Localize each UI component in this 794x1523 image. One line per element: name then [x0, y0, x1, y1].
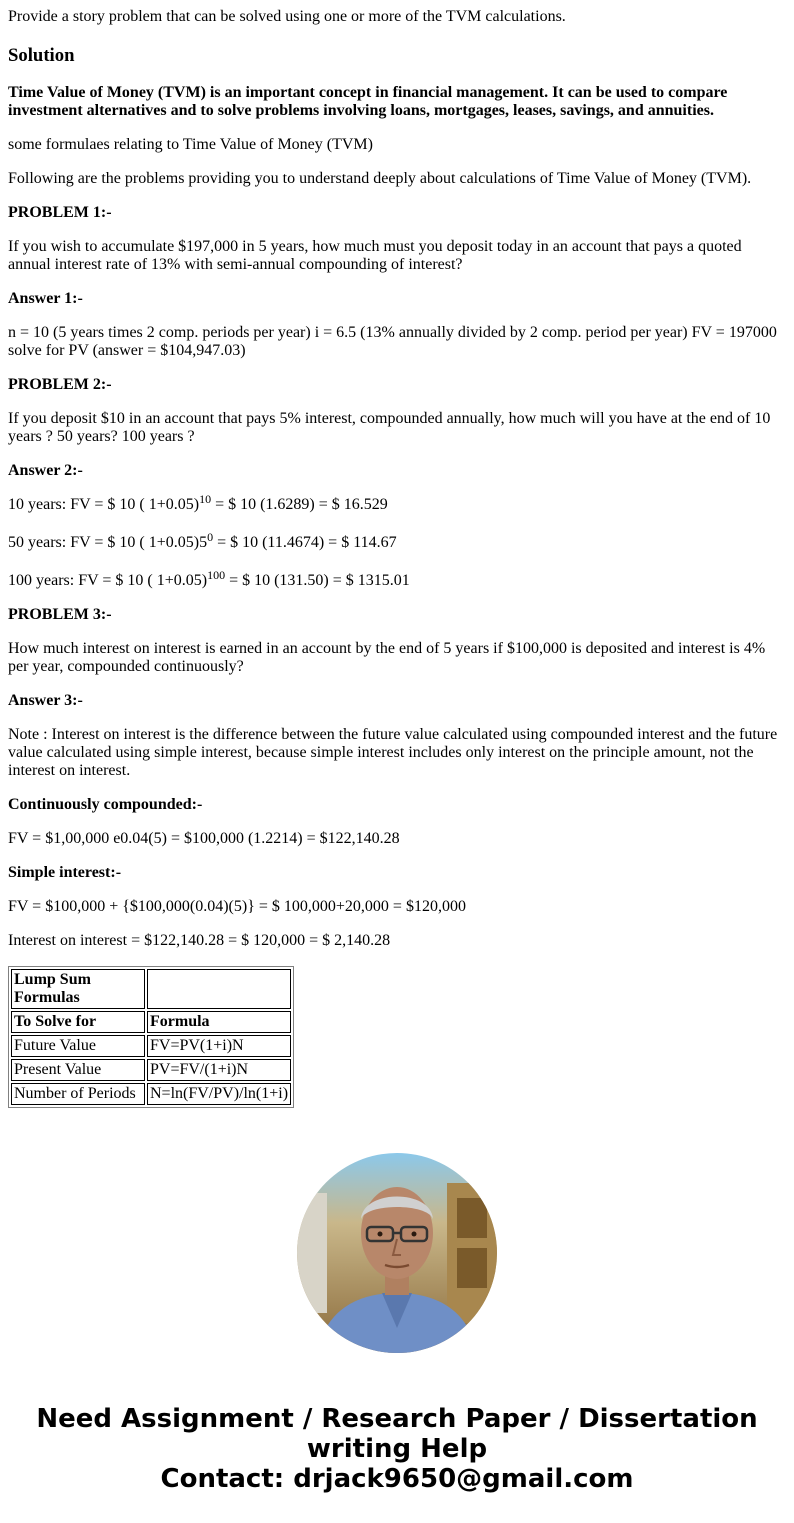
- formula-result: = $ 10 (1.6289) = $ 16.529: [211, 496, 388, 513]
- problem3-text: How much interest on interest is earned in an account by the end of 5 years if $100,000 is deposited and interest is 4% per year, compounded continuously?: [8, 640, 766, 675]
- table-row: [11, 969, 291, 1009]
- continuous-title: Continuously compounded:-: [8, 796, 203, 813]
- simple-text: FV = $100,000 + {$100,000(0.04)(5)} = $ 100,000+20,000 = $120,000: [8, 898, 466, 915]
- following-text: Following are the problems providing you to understand deeply about calculations of Time Value of Money (TVM).: [8, 170, 752, 187]
- table-cell: Number of Periods: [11, 1083, 145, 1105]
- promo-banner: [0, 1404, 794, 1494]
- table-cell: FV=PV(1+i)N: [147, 1035, 291, 1057]
- exponent: 100: [207, 568, 226, 582]
- problem3-title: PROBLEM 3:-: [8, 606, 112, 623]
- answer3-note: Note : Interest on interest is the difference between the future value calculated using compounded interest and the future value calculated using simple interest, because simple interest includes only interest on the principle amount, not the interest on interest.: [8, 726, 778, 779]
- lump-sum-formulas-table: [8, 966, 294, 1108]
- intro-paragraph: Time Value of Money (TVM) is an important concept in financial management. It can be used to compare investment alternatives and to solve problems involving loans, mortgages, leases, savings, and annuities.: [8, 84, 728, 119]
- exponent: 0: [207, 530, 214, 544]
- formula-result: = $ 10 (11.4674) = $ 114.67: [213, 534, 397, 551]
- table-header-cell: To Solve for: [11, 1011, 145, 1033]
- promo-contact: Contact: drjack9650@gmail.com: [160, 1464, 634, 1494]
- answer2-line-100-years: [8, 568, 782, 590]
- answer2-line-50-years: [8, 530, 782, 552]
- table-header-cell: Formula: [147, 1011, 291, 1033]
- table-row: [11, 1083, 291, 1105]
- formula-text: 100 years: FV = $ 10 ( 1+0.05): [8, 572, 208, 589]
- formulas-note: some formulaes relating to Time Value of Money (TVM): [8, 136, 373, 153]
- problem2-text: If you deposit $10 in an account that pays 5% interest, compounded annually, how much will you have at the end of 10 years ? 50 years? 100 years ?: [8, 410, 771, 445]
- answer3-title: Answer 3:-: [8, 692, 83, 709]
- promo-line: Need Assignment / Research Paper / Dissertation: [36, 1404, 758, 1434]
- table-title-cell: Lump Sum Formulas: [11, 969, 145, 1009]
- answer1-title: Answer 1:-: [8, 290, 83, 307]
- formula-text: 50 years: FV = $ 10 ( 1+0.05)5: [8, 534, 208, 551]
- problem2-title: PROBLEM 2:-: [8, 376, 112, 393]
- formula-text: 10 years: FV = $ 10 ( 1+0.05): [8, 496, 200, 513]
- table-cell: Future Value: [11, 1035, 145, 1057]
- author-portrait: [297, 1153, 497, 1353]
- table-empty-cell: [147, 969, 291, 1009]
- answer1-text: n = 10 (5 years times 2 comp. periods per year) i = 6.5 (13% annually divided by 2 comp. period per year) FV = 197000 solve for PV (answer = $104,947.03): [8, 324, 777, 359]
- table-row: [11, 1011, 291, 1033]
- problem1-text: If you wish to accumulate $197,000 in 5 years, how much must you deposit today in an account that pays a quoted annual interest rate of 13% with semi-annual compounding of interest?: [8, 238, 742, 273]
- table-row: [11, 1035, 291, 1057]
- table-cell: Present Value: [11, 1059, 145, 1081]
- table-row: [11, 1059, 291, 1081]
- interest-on-interest-text: Interest on interest = $122,140.28 = $ 120,000 = $ 2,140.28: [8, 932, 391, 949]
- answer2-line-10-years: [8, 492, 782, 514]
- author-avatar: [297, 1153, 497, 1353]
- problem1-title: PROBLEM 1:-: [8, 204, 112, 221]
- solution-heading: Solution: [8, 45, 75, 66]
- simple-title: Simple interest:-: [8, 864, 122, 881]
- promo-line: writing Help: [306, 1434, 488, 1464]
- article-content: [8, 8, 782, 1108]
- table-cell: N=ln(FV/PV)/ln(1+i): [147, 1083, 291, 1105]
- continuous-text: FV = $1,00,000 e0.04(5) = $100,000 (1.2214) = $122,140.28: [8, 830, 400, 847]
- question-text: Provide a story problem that can be solved using one or more of the TVM calculations.: [8, 8, 566, 25]
- answer2-title: Answer 2:-: [8, 462, 83, 479]
- exponent: 10: [199, 492, 212, 506]
- table-cell: PV=FV/(1+i)N: [147, 1059, 291, 1081]
- formula-result: = $ 10 (131.50) = $ 1315.01: [225, 572, 410, 589]
